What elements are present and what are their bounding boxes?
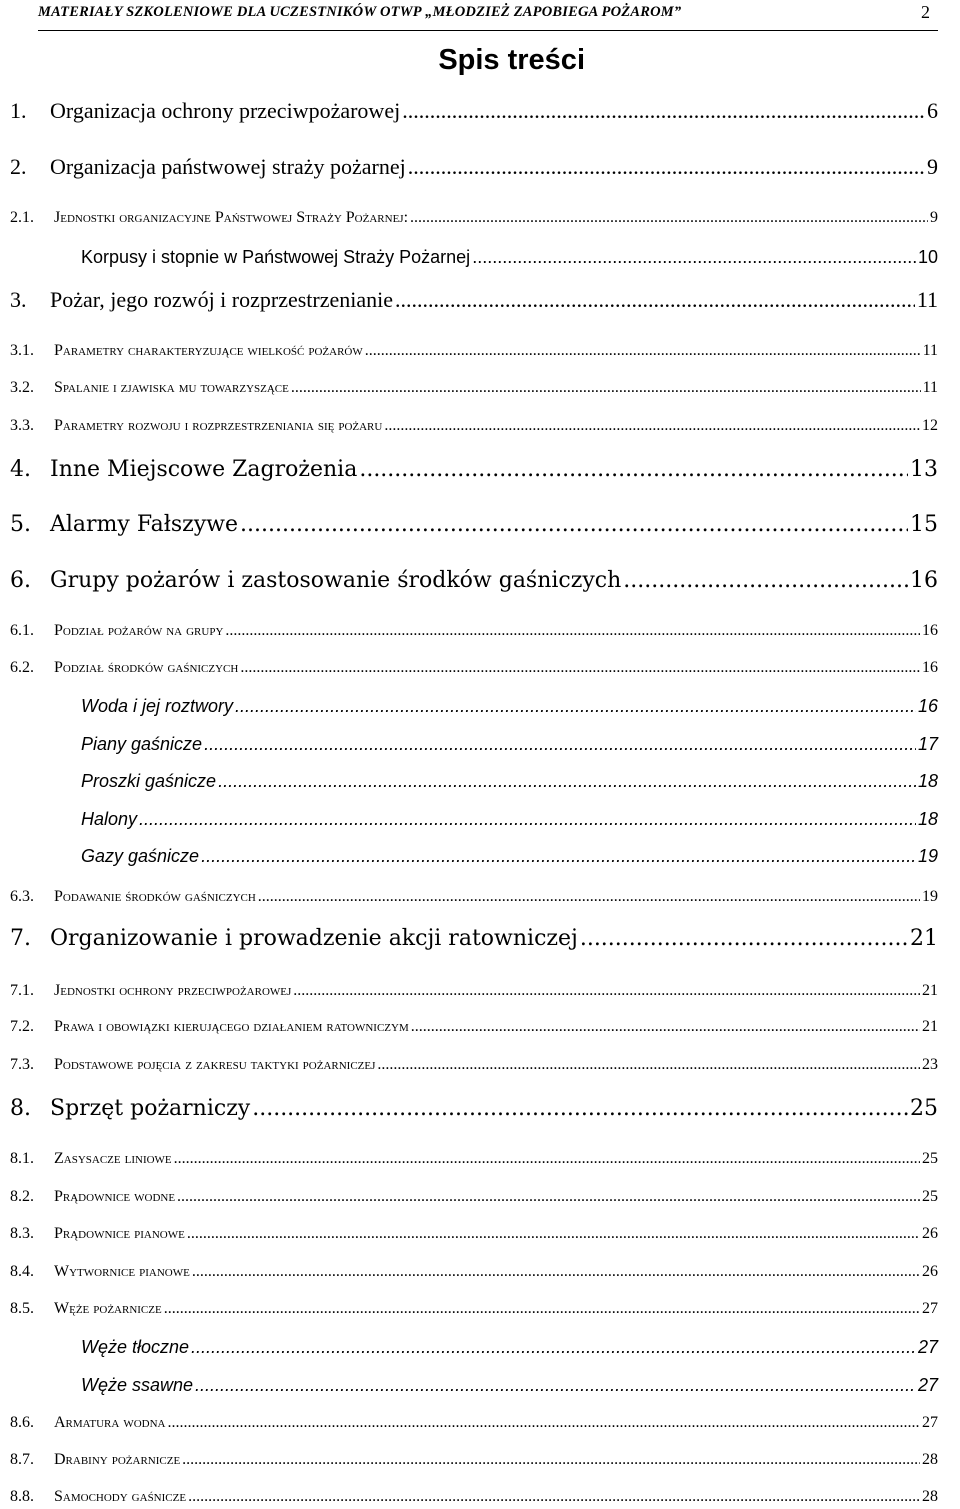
toc-dot-leader: [408, 154, 925, 180]
toc-dot-leader: [191, 1337, 916, 1358]
toc-entry-page: 26: [922, 1225, 938, 1242]
toc-entry-label: Sprzęt pożarniczy: [50, 1096, 251, 1121]
toc-entry-label: Prądownice wodne: [54, 1188, 176, 1205]
toc-entry-page: 25: [922, 1150, 938, 1167]
toc-dot-leader: [201, 846, 916, 867]
toc-entry-label: Jednostki organizacyjne Państwowej Straży Pożarnej:: [54, 209, 409, 226]
toc-entry[interactable]: [10, 247, 938, 268]
toc-entry[interactable]: [10, 512, 938, 537]
toc-entry[interactable]: [10, 809, 938, 830]
toc-dot-leader: [410, 209, 928, 227]
header-title: MATERIAŁY SZKOLENIOWE DLA UCZESTNIKÓW OTWP „MŁODZIEŻ ZAPOBIEGA POŻAROM”: [38, 4, 682, 20]
toc-entry-label: Jednostki ochrony przeciwpożarowej: [54, 982, 292, 999]
toc-dot-leader: [365, 342, 921, 360]
toc-entry-number: 8.1.: [10, 1150, 34, 1167]
toc-entry-label: Węże pożarnicze: [54, 1300, 162, 1317]
toc-entry-page: 12: [922, 417, 938, 434]
toc-entry-label: Halony: [81, 809, 138, 829]
toc-entry[interactable]: [10, 1337, 938, 1358]
toc-entry-label: Pożar, jego rozwój i rozprzestrzenianie: [50, 287, 394, 312]
toc-entry[interactable]: [10, 622, 938, 640]
toc-entry-label: Spalanie i zjawiska mu towarzyszące: [54, 379, 289, 396]
toc-entry-number: 3.3.: [10, 417, 34, 434]
toc-entry[interactable]: [10, 1414, 938, 1432]
toc-entry-page: 27: [917, 1337, 938, 1357]
toc-entry-page: 16: [922, 659, 938, 676]
toc-entry-label: Piany gaśnicze: [81, 734, 203, 754]
toc-entry-number: 6.1.: [10, 622, 34, 639]
toc-dot-leader: [204, 734, 916, 755]
toc-entry[interactable]: [10, 154, 938, 180]
toc-dot-leader: [240, 512, 908, 537]
toc-dot-leader: [377, 1056, 920, 1074]
toc-entry[interactable]: [10, 982, 938, 1000]
toc-entry[interactable]: [10, 1300, 938, 1318]
toc-entry-label: Parametry charakteryzujące wielkość pożarów: [54, 342, 363, 359]
toc-entry-label: Prawa i obowiązki kierującego działaniem ratowniczym: [54, 1018, 409, 1035]
toc-dot-leader: [188, 1488, 920, 1506]
toc-entry[interactable]: [10, 1056, 938, 1074]
toc-dot-leader: [359, 457, 908, 482]
toc-dot-leader: [293, 982, 920, 1000]
toc-entry-page: 27: [922, 1300, 938, 1317]
toc-entry[interactable]: [10, 1451, 938, 1469]
toc-entry-number: 7.3.: [10, 1056, 34, 1073]
toc-entry-page: 26: [922, 1263, 938, 1280]
toc-dot-leader: [395, 287, 915, 313]
toc-entry-label: Drabiny pożarnicze: [54, 1451, 181, 1468]
toc-dot-leader: [139, 809, 916, 830]
toc-entry-page: 28: [922, 1451, 938, 1468]
toc-entry-page: 23: [922, 1056, 938, 1073]
toc-entry[interactable]: [10, 1225, 938, 1243]
toc-entry-label: Podział pożarów na grupy: [54, 622, 224, 639]
toc-entry-page: 19: [917, 846, 938, 866]
toc-entry[interactable]: [10, 771, 938, 792]
toc-dot-leader: [258, 888, 920, 906]
toc-entry-label: Organizacja państwowej straży pożarnej: [50, 154, 406, 179]
toc-entry-page: 15: [910, 512, 938, 537]
toc-entry-number: 6.: [10, 568, 31, 593]
toc-entry-label: Armatura wodna: [54, 1414, 166, 1431]
toc-entry[interactable]: [10, 417, 938, 435]
toc-entry-number: 8.8.: [10, 1488, 34, 1505]
toc-entry-number: 8.6.: [10, 1414, 34, 1431]
toc-entry-number: 2.1.: [10, 209, 34, 226]
toc-entry-page: 27: [922, 1414, 938, 1431]
toc-entry-number: 5.: [10, 512, 31, 537]
toc-entry[interactable]: [10, 98, 938, 124]
toc-entry-label: Węże tłoczne: [81, 1337, 190, 1357]
toc-entry[interactable]: [10, 696, 938, 717]
toc-dot-leader: [402, 98, 925, 124]
toc-entry[interactable]: [10, 209, 938, 227]
toc-entry[interactable]: [10, 926, 938, 951]
toc-entry-page: 16: [910, 568, 938, 593]
toc-entry[interactable]: [10, 287, 938, 313]
toc-entry-label: Proszki gaśnicze: [81, 771, 217, 791]
toc-entry-number: 2.: [10, 154, 27, 179]
toc-entry-number: 8.: [10, 1096, 31, 1121]
toc-dot-leader: [580, 926, 908, 951]
toc-dot-leader: [411, 1018, 920, 1036]
toc-entry-page: 16: [922, 622, 938, 639]
toc-entry-page: 16: [917, 696, 938, 716]
toc-entry-label: Korpusy i stopnie w Państwowej Straży Pożarnej: [81, 247, 471, 267]
toc-entry-number: 3.: [10, 287, 27, 312]
toc-entry[interactable]: [10, 342, 938, 360]
toc-entry-page: 25: [910, 1096, 938, 1121]
toc-entry-label: Zasysacze liniowe: [54, 1150, 172, 1167]
toc-dot-leader: [168, 1414, 921, 1432]
toc-dot-leader: [187, 1225, 920, 1243]
toc-entry-label: Wytwornice pianowe: [54, 1263, 190, 1280]
toc-dot-leader: [472, 247, 916, 268]
toc-entry-label: Gazy gaśnicze: [81, 846, 200, 866]
header-page-number: 2: [921, 2, 930, 22]
toc-dot-leader: [182, 1451, 920, 1469]
toc-dot-leader: [164, 1300, 920, 1318]
toc-entry-page: 9: [927, 154, 938, 179]
toc-entry-page: 10: [917, 247, 938, 267]
toc-entry[interactable]: [10, 1188, 938, 1206]
toc-entry-number: 3.1.: [10, 342, 34, 359]
toc-entry-page: 11: [916, 287, 938, 312]
toc-entry-number: 7.: [10, 926, 31, 951]
toc-entry-page: 19: [922, 888, 938, 905]
page-title: Spis treści: [438, 44, 585, 76]
toc-entry[interactable]: [10, 1018, 938, 1036]
toc-entry-label: Węże ssawne: [81, 1375, 194, 1395]
toc-dot-leader: [235, 696, 916, 717]
toc-dot-leader: [384, 417, 920, 435]
toc-entry-page: 21: [910, 926, 938, 951]
toc-entry-number: 6.2.: [10, 659, 34, 676]
toc-entry-page: 21: [922, 982, 938, 999]
toc-dot-leader: [174, 1150, 920, 1168]
toc-dot-leader: [252, 1096, 908, 1121]
toc-entry[interactable]: [10, 1263, 938, 1281]
toc-entry[interactable]: [10, 379, 938, 397]
toc-dot-leader: [192, 1263, 920, 1281]
toc-dot-leader: [291, 379, 921, 397]
toc-entry-page: 21: [922, 1018, 938, 1035]
toc-entry-page: 27: [917, 1375, 938, 1395]
toc-entry-label: Parametry rozwoju i rozprzestrzeniania się pożaru: [54, 417, 383, 434]
toc-entry[interactable]: [10, 1096, 938, 1121]
toc-entry-number: 7.1.: [10, 982, 34, 999]
toc-entry-page: 11: [922, 379, 938, 396]
toc-entry-label: Podział środków gaśniczych: [54, 659, 239, 676]
toc-entry-label: Podstawowe pojęcia z zakresu taktyki pożarniczej: [54, 1056, 376, 1073]
toc-entry[interactable]: [10, 1150, 938, 1168]
page-header: [38, 0, 938, 31]
toc-entry[interactable]: [10, 659, 938, 677]
toc-entry-page: 17: [917, 734, 938, 754]
toc-entry[interactable]: [10, 1375, 938, 1396]
toc-entry-number: 8.5.: [10, 1300, 34, 1317]
toc-entry[interactable]: [10, 457, 938, 482]
toc-entry-number: 4.: [10, 457, 31, 482]
toc-entry-label: Woda i jej roztwory: [81, 696, 234, 716]
toc-entry-page: 9: [930, 209, 938, 226]
toc-dot-leader: [623, 568, 908, 593]
toc-entry-number: 8.2.: [10, 1188, 34, 1205]
toc-entry[interactable]: [10, 734, 938, 755]
toc-entry-number: 6.3.: [10, 888, 34, 905]
toc-entry-label: Organizowanie i prowadzenie akcji ratowniczej: [50, 926, 578, 951]
toc-entry-number: 8.3.: [10, 1225, 34, 1242]
toc-entry-number: 8.4.: [10, 1263, 34, 1280]
toc-dot-leader: [177, 1188, 920, 1206]
toc-dot-leader: [240, 659, 920, 677]
toc-dot-leader: [225, 622, 920, 640]
toc-dot-leader: [195, 1375, 916, 1396]
toc-entry-page: 11: [922, 342, 938, 359]
toc-entry-label: Organizacja ochrony przeciwpożarowej: [50, 98, 401, 123]
toc-dot-leader: [218, 771, 916, 792]
toc-entry-page: 28: [922, 1488, 938, 1505]
toc-entry-label: Grupy pożarów i zastosowanie środków gaśniczych: [50, 568, 622, 593]
toc-entry-label: Inne Miejscowe Zagrożenia: [50, 457, 358, 482]
toc-entry-page: 13: [910, 457, 938, 482]
toc-entry-label: Podawanie środków gaśniczych: [54, 888, 256, 905]
toc-entry[interactable]: [10, 1488, 938, 1506]
toc-entry-number: 1.: [10, 98, 27, 123]
toc-entry-page: 18: [917, 809, 938, 829]
toc-entry-label: Prądownice pianowe: [54, 1225, 185, 1242]
toc-entry-label: Samochody gaśnicze: [54, 1488, 187, 1505]
toc-entry[interactable]: [10, 568, 938, 593]
toc-entry-page: 18: [917, 771, 938, 791]
toc-entry-label: Alarmy Fałszywe: [50, 512, 239, 537]
toc-entry-number: 3.2.: [10, 379, 34, 396]
toc-entry[interactable]: [10, 888, 938, 906]
toc-entry-number: 8.7.: [10, 1451, 34, 1468]
toc-entry-page: 25: [922, 1188, 938, 1205]
toc-entry[interactable]: [10, 846, 938, 867]
toc-entry-number: 7.2.: [10, 1018, 34, 1035]
toc-entry-page: 6: [927, 98, 938, 123]
